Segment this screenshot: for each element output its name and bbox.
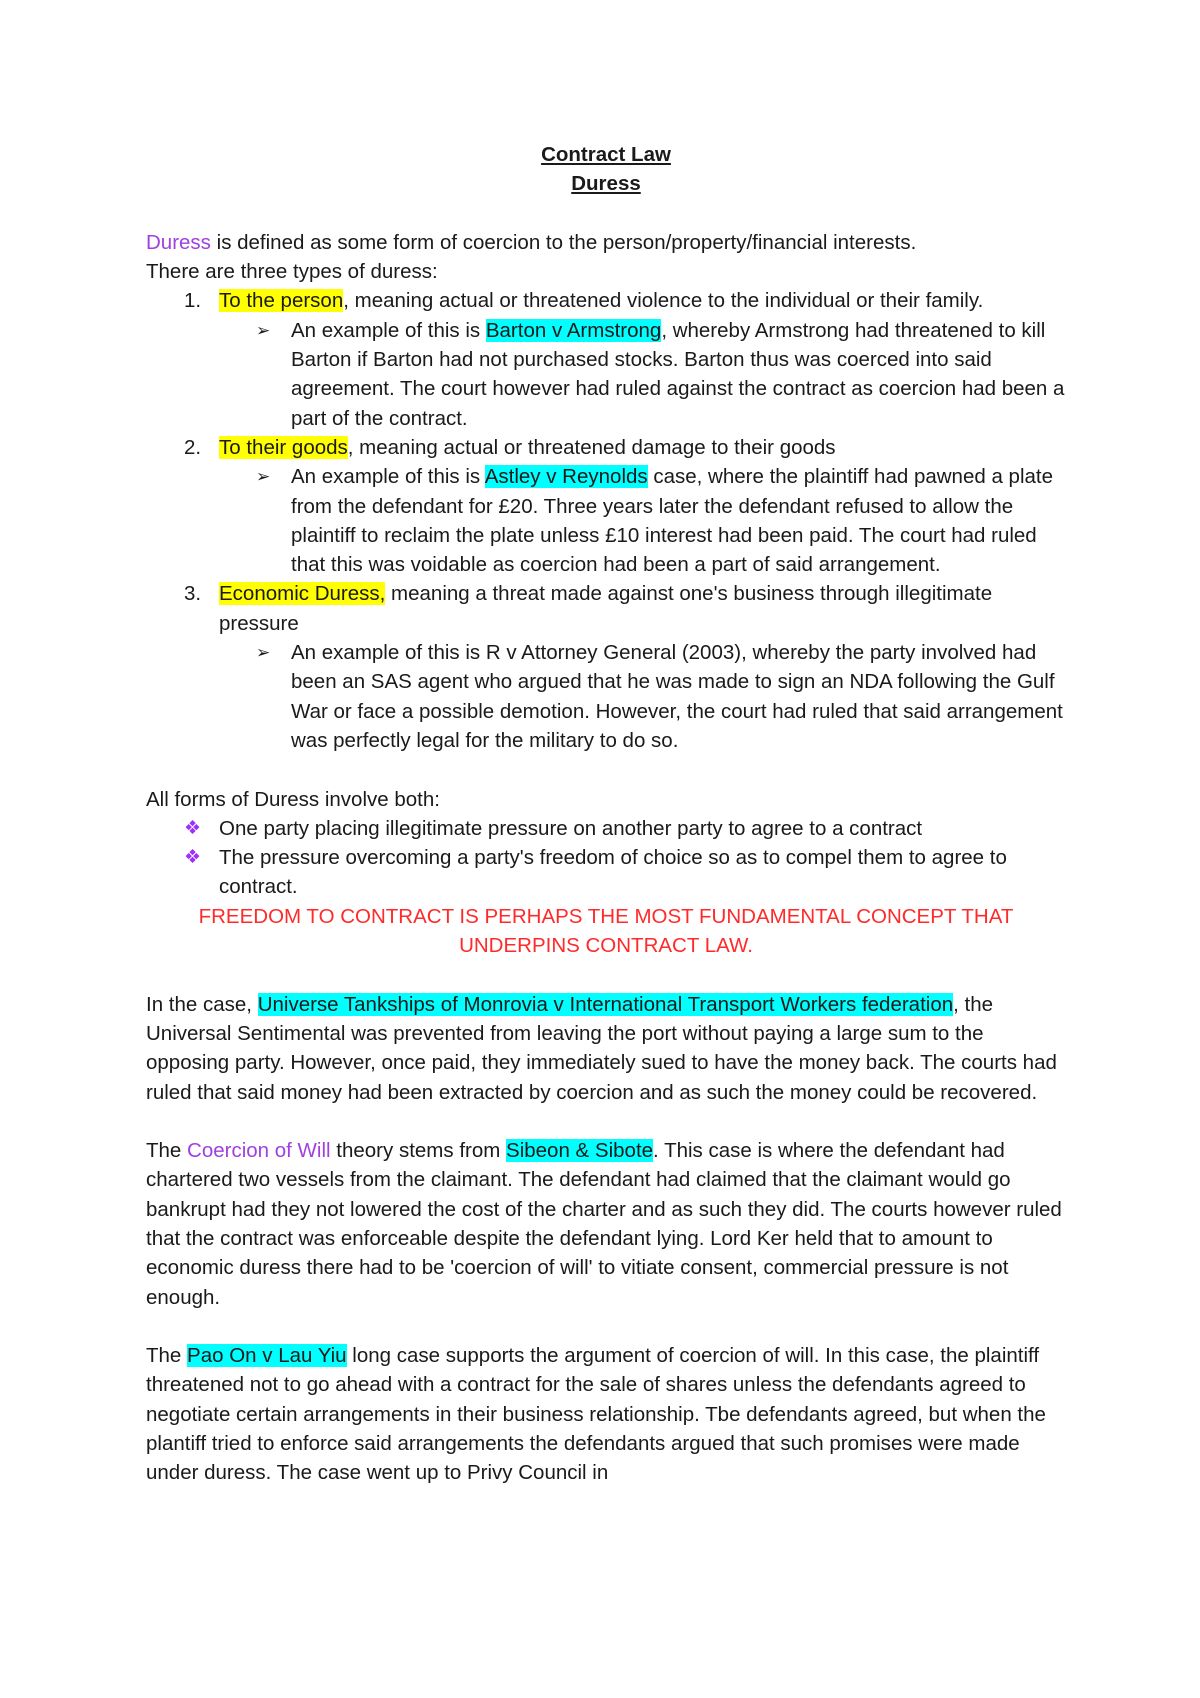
list-item: 1. To the person, meaning actual or threatened violence to the individual or their family.: [184, 289, 984, 313]
case-name: Barton v Armstrong: [485, 318, 662, 342]
universe-paragraph: In the case, Universe Tankships of Monrovia v International Transport Workers federation, the Universal Sentimental was prevented from leaving the port without paying a large sum to the opposing party. However, once paid, they immediately sued to have the money back. The courts had ruled that said money had been extracted by coercion and as such the money could be recovered.: [146, 992, 1057, 1104]
types-intro: There are three types of duress:: [146, 260, 438, 284]
emphasis-statement: FREEDOM TO CONTRACT IS PERHAPS THE MOST FUNDAMENTAL CONCEPT THAT UNDERPINS CONTRACT LAW.: [198, 904, 1014, 958]
type-label: Economic Duress,: [219, 582, 386, 606]
case-name: Pao On v Lau Yiu: [187, 1344, 347, 1368]
list-item: ❖ The pressure overcoming a party's freedom of choice so as to compel them to agree to contract.: [146, 843, 1066, 902]
term-coercion-of-will: Coercion of Will: [187, 1139, 331, 1163]
case-name: Universe Tankships of Monrovia v International Transport Workers federation: [257, 992, 954, 1016]
case-name: Astley v Reynolds: [484, 465, 648, 489]
case-name: Sibeon & Sibote: [506, 1139, 654, 1163]
example-item: ➢ An example of this is Barton v Armstrong, whereby Armstrong had threatened to kill Barton if Barton had not purchased stocks. Barton thus was coerced into said agreement. The court however had ruled against the contract as coercion had been a part of the contract.: [146, 316, 1066, 433]
example-item: ➢ An example of this is R v Attorney General (2003), whereby the party involved had been an SAS agent who argued that he was made to sign an NDA following the Gulf War or face a possible demotion. However, the court had ruled that said arrangement was perfectly legal for the military to do so.: [146, 638, 1066, 755]
document-page: [146, 140, 1066, 1488]
type-label: To their goods: [219, 435, 348, 459]
list-item: 3. Economic Duress, meaning a threat made against one's business through illegitimate pressure: [184, 582, 993, 635]
coercion-paragraph: The Coercion of Will theory stems from Sibeon & Sibote. This case is where the defendant had chartered two vessels from the claimant. The defendant had claimed that the claimant would go bankrupt had they not lowered the cost of the charter and as such they did. The courts however ruled that the contract was enforceable despite the defendant lying. Lord Ker held that to amount to economic duress there had to be 'coercion of will' to vitiate consent, commercial pressure is not enough.: [146, 1139, 1062, 1309]
example-item: ➢ An example of this is Astley v Reynolds case, where the plaintiff had pawned a plate from the defendant for £20. Three years later the defendant refused to allow the plaintiff to reclaim the plate unless £10 interest had been paid. The court had ruled that this was voidable as coercion had been a part of said arrangement.: [146, 462, 1066, 579]
diamond-bullet-icon: ❖: [184, 817, 202, 839]
document-subtitle: Duress: [571, 172, 641, 196]
intro-paragraph: Duress is defined as some form of coercion to the person/property/financial interests.: [146, 230, 917, 254]
document-title: Contract Law: [541, 143, 671, 166]
pao-paragraph: The Pao On v Lau Yiu long case supports the argument of coercion of will. In this case, the plaintiff threatened not to go ahead with a contract for the sale of shares unless the defendants agreed to negotiate certain arrangements in their business relationship. Tbe defendants agreed, but when the plantiff tried to enforce said arrangements the defendants argued that such promises were made under duress. The case went up to Privy Council in: [146, 1344, 1046, 1485]
arrow-bullet-icon: ➢: [256, 643, 271, 663]
list-item: 2. To their goods, meaning actual or threatened damage to their goods: [184, 435, 836, 459]
arrow-bullet-icon: ➢: [256, 320, 271, 340]
list-item: ❖ One party placing illegitimate pressure on another party to agree to a contract: [146, 814, 1066, 843]
forms-intro: All forms of Duress involve both:: [146, 787, 440, 811]
arrow-bullet-icon: ➢: [256, 467, 271, 487]
term-duress: Duress: [146, 230, 211, 254]
type-label: To the person: [219, 289, 344, 313]
diamond-bullet-icon: ❖: [184, 847, 202, 869]
